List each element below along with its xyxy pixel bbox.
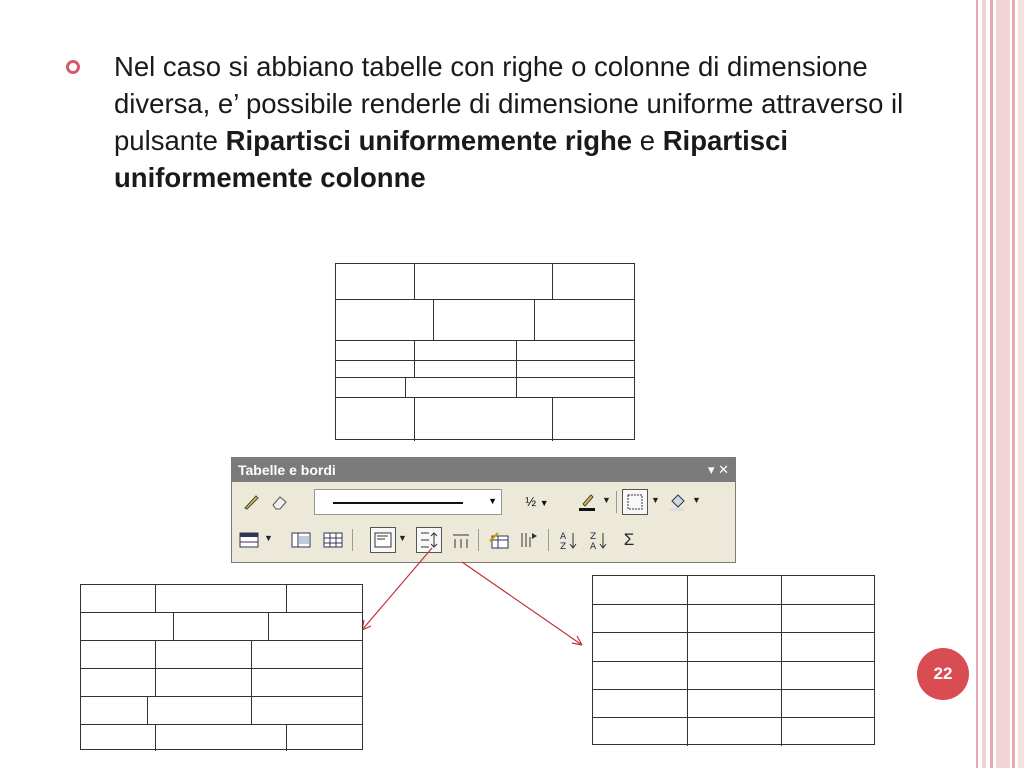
bullet-text: Nel caso si abbiano tabelle con righe o colonne di dimensione diversa, e’ possibile renderle di dimensione uniforme attraverso il pulsante Ripartisci uniformemente righe e Ripartisci uniformemente colonne	[114, 51, 904, 193]
toolbar-row-1: ▼ ½ ▼ ▼ ▼ ▼	[236, 486, 731, 518]
table-autoformat-icon[interactable]	[486, 527, 512, 553]
page-number-badge: 22	[917, 648, 969, 700]
distribute-columns-evenly-icon[interactable]	[448, 527, 474, 553]
toolbar-window-controls[interactable]: ▾ ✕	[707, 462, 729, 477]
bullet-icon	[66, 60, 80, 74]
arrow-to-columns-result	[462, 562, 582, 645]
autosum-icon[interactable]: Σ	[623, 530, 635, 549]
sort-ascending-icon[interactable]	[556, 527, 582, 553]
toolbar-title[interactable]: Tabelle e bordi	[232, 458, 735, 482]
table-columns-distributed	[592, 575, 875, 745]
svg-text:A: A	[560, 532, 567, 542]
line-weight-select[interactable]: ½ ▼	[525, 494, 549, 509]
align-icon[interactable]	[370, 527, 396, 553]
svg-text:A: A	[590, 542, 597, 550]
line-style-select[interactable]: ▼	[314, 489, 502, 515]
border-color-icon[interactable]	[574, 489, 600, 515]
change-text-direction-icon[interactable]	[516, 527, 542, 553]
svg-text:Z: Z	[590, 532, 597, 542]
toolbar-row-2: ▼ ▼ A Z Z A Σ	[236, 524, 731, 556]
sort-descending-icon[interactable]	[586, 527, 612, 553]
tables-and-borders-toolbar	[231, 457, 736, 563]
merge-cells-icon[interactable]	[288, 527, 314, 553]
decorative-stripes	[976, 0, 1024, 768]
insert-table-icon[interactable]	[236, 527, 262, 553]
distribute-rows-evenly-icon[interactable]	[416, 527, 442, 553]
svg-text:Z: Z	[560, 542, 567, 550]
split-cells-icon[interactable]	[320, 527, 346, 553]
table-irregular-sample	[335, 263, 635, 440]
eraser-icon[interactable]	[266, 489, 292, 515]
table-rows-distributed	[80, 584, 363, 750]
arrow-head-left	[362, 620, 371, 630]
borders-icon[interactable]	[622, 489, 648, 515]
shading-color-icon[interactable]	[664, 489, 690, 515]
draw-table-pencil-icon[interactable]	[238, 489, 264, 515]
arrow-head-right	[572, 636, 582, 645]
